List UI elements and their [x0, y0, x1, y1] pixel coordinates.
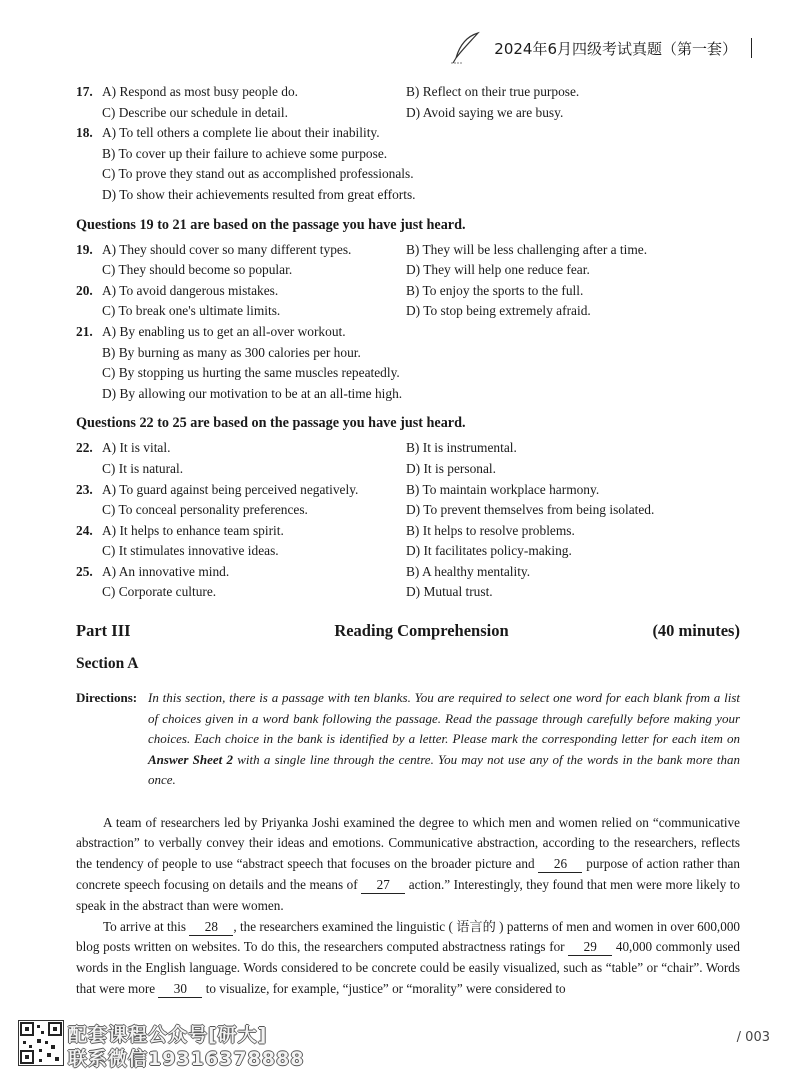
section-heading-19-21: Questions 19 to 21 are based on the passage you have just heard.: [76, 216, 466, 233]
question-number: 19.: [76, 241, 93, 257]
option-a: A) An innovative mind.: [102, 563, 230, 579]
option-b: B) Reflect on their true purpose.: [406, 84, 580, 99]
question-21-a: [76, 322, 740, 343]
option-c: C) Describe our schedule in detail.: [102, 104, 288, 120]
reading-passage: [76, 813, 740, 1000]
blank-26: 26: [538, 856, 582, 873]
blank-28: 28: [189, 919, 233, 936]
question-21-c: [76, 363, 740, 384]
section-heading-22-25: Questions 22 to 25 are based on the passage you have just heard.: [76, 415, 466, 432]
question-21-b: [76, 343, 740, 364]
question-18-c: [76, 164, 740, 185]
question-number: 25.: [76, 563, 93, 579]
question-number: 23.: [76, 481, 93, 497]
page-number: / 003: [736, 1030, 770, 1045]
option-b: B) To enjoy the sports to the full.: [406, 282, 584, 298]
option-c: C) It is natural.: [102, 460, 184, 476]
option-c: C) To conceal personality preferences.: [102, 502, 308, 518]
option-c: C) By stopping us hurting the same muscles repeatedly.: [102, 365, 400, 381]
option-a: A) It is vital.: [102, 440, 171, 456]
option-a: A) It helps to enhance team spirit.: [102, 522, 284, 538]
option-d: D) They will help one reduce fear.: [406, 262, 590, 278]
question-22-row2: [76, 459, 740, 480]
passage-paragraph-2: To arrive at this 28 , the researchers examined the linguistic ( 语言的 ) patterns of men and women in over 600,000 blog posts written on websites. To do this, the researchers computed abstractness ratings for 29 40,000 commonly used words in the English language. Words considered to be concrete could be easily visualized, such as “table” or “chair”. Words that were more 30 to visualize, for example, “justice” or “morality” were considered to: [76, 918, 741, 996]
page-header: [448, 30, 752, 66]
question-18-b: [76, 144, 740, 165]
option-b: B) It helps to resolve problems.: [406, 522, 575, 538]
question-number: 18.: [76, 125, 93, 141]
question-number: 17.: [76, 84, 93, 99]
directions-text: In this section, there is a passage with ten blanks. You are required to select one word for each blank from a list of choices given in a word bank following the passage. Read the passage through carefully before making your choices. Each choice in the bank is identified by a letter. Please mark the corresponding letter for each item on Answer Sheet 2 with a single line through the centre. You may not use any of the words in the bank more than once.: [148, 690, 740, 788]
answer-sheet-ref: Answer Sheet 2: [148, 751, 234, 767]
option-a: A) To tell others a complete lie about their inability.: [102, 125, 380, 141]
blank-27: 27: [361, 877, 405, 894]
option-d: D) To prevent themselves from being isolated.: [406, 502, 655, 518]
part-time: (40 minutes): [652, 621, 740, 641]
question-17-row1: [76, 82, 740, 103]
option-b: B) It is instrumental.: [406, 440, 517, 456]
part-heading: [76, 621, 740, 641]
option-c: C) It stimulates innovative ideas.: [102, 543, 279, 559]
question-20-row1: [76, 281, 740, 302]
question-20-row2: [76, 301, 740, 322]
question-17-row2: [76, 103, 740, 124]
option-d: D) To show their achievements resulted from great efforts.: [102, 186, 416, 202]
blank-29: 29: [568, 939, 612, 956]
part-title: Reading Comprehension: [334, 621, 509, 641]
option-b: B) They will be less challenging after a time.: [406, 241, 648, 257]
question-25-row1: [76, 562, 740, 583]
question-number: 21.: [76, 323, 93, 339]
question-25-row2: [76, 582, 740, 603]
section-a-heading: Section A: [76, 655, 139, 673]
option-d: D) It facilitates policy-making.: [406, 543, 572, 559]
question-24-row1: [76, 521, 740, 542]
option-a: A) To avoid dangerous mistakes.: [102, 282, 279, 298]
option-c: C) Corporate culture.: [102, 584, 217, 600]
header-divider: [751, 38, 752, 58]
question-number: 24.: [76, 522, 93, 538]
quill-icon: [448, 30, 484, 66]
option-a: A) Respond as most busy people do.: [102, 84, 299, 99]
option-b: B) To maintain workplace harmony.: [406, 481, 600, 497]
question-number: 22.: [76, 440, 93, 456]
option-b: B) To cover up their failure to achieve some purpose.: [102, 145, 388, 161]
question-18-d: [76, 185, 740, 206]
page-content: [76, 82, 740, 1000]
option-d: D) Avoid saying we are busy.: [406, 104, 564, 120]
option-a: A) To guard against being perceived negatively.: [102, 481, 359, 497]
qr-code-icon: [18, 1020, 64, 1066]
directions-label: Directions:: [76, 690, 138, 706]
directions: [76, 688, 740, 791]
option-c: C) They should become so popular.: [102, 262, 293, 278]
blank-30: 30: [158, 981, 202, 998]
question-number: 20.: [76, 282, 93, 298]
option-d: D) Mutual trust.: [406, 584, 493, 600]
option-c: C) To break one's ultimate limits.: [102, 303, 281, 319]
question-19-row1: [76, 240, 740, 261]
question-21-d: [76, 384, 740, 405]
option-d: D) It is personal.: [406, 460, 496, 476]
watermark-line-2: 联系微信19316378888: [68, 1048, 305, 1070]
option-b: B) By burning as many as 300 calories per hour.: [102, 344, 361, 360]
question-24-row2: [76, 541, 740, 562]
question-18-a: [76, 123, 740, 144]
question-23-row2: [76, 500, 740, 521]
question-19-row2: [76, 260, 740, 281]
option-a: A) By enabling us to get an all-over workout.: [102, 323, 346, 339]
option-b: B) A healthy mentality.: [406, 563, 531, 579]
option-a: A) They should cover so many different types.: [102, 241, 352, 257]
option-d: D) By allowing our motivation to be at an all-time high.: [102, 385, 403, 401]
question-22-row1: [76, 438, 740, 459]
question-23-row1: [76, 480, 740, 501]
option-c: C) To prove they stand out as accomplished professionals.: [102, 166, 414, 182]
passage-paragraph-1: A team of researchers led by Priyanka Joshi examined the degree to which men and women relied on “communicative abstraction” to verbally convey their ideas and emotions. Communicative abstraction, according to the researchers, reflects the tendency of people to use “abstract speech that focuses on the broader picture and 26 purpose of action rather than concrete speech focusing on details and the means of 27 action.” Interestingly, they found that men were more likely to speak in the abstract than were women.: [76, 814, 741, 913]
header-title: 2024年6月四级考试真题（第一套）: [494, 39, 737, 58]
option-d: D) To stop being extremely afraid.: [406, 303, 591, 319]
part-label: Part III: [76, 621, 131, 641]
watermark-line-1: 配套课程公众号[研大]: [68, 1024, 268, 1046]
